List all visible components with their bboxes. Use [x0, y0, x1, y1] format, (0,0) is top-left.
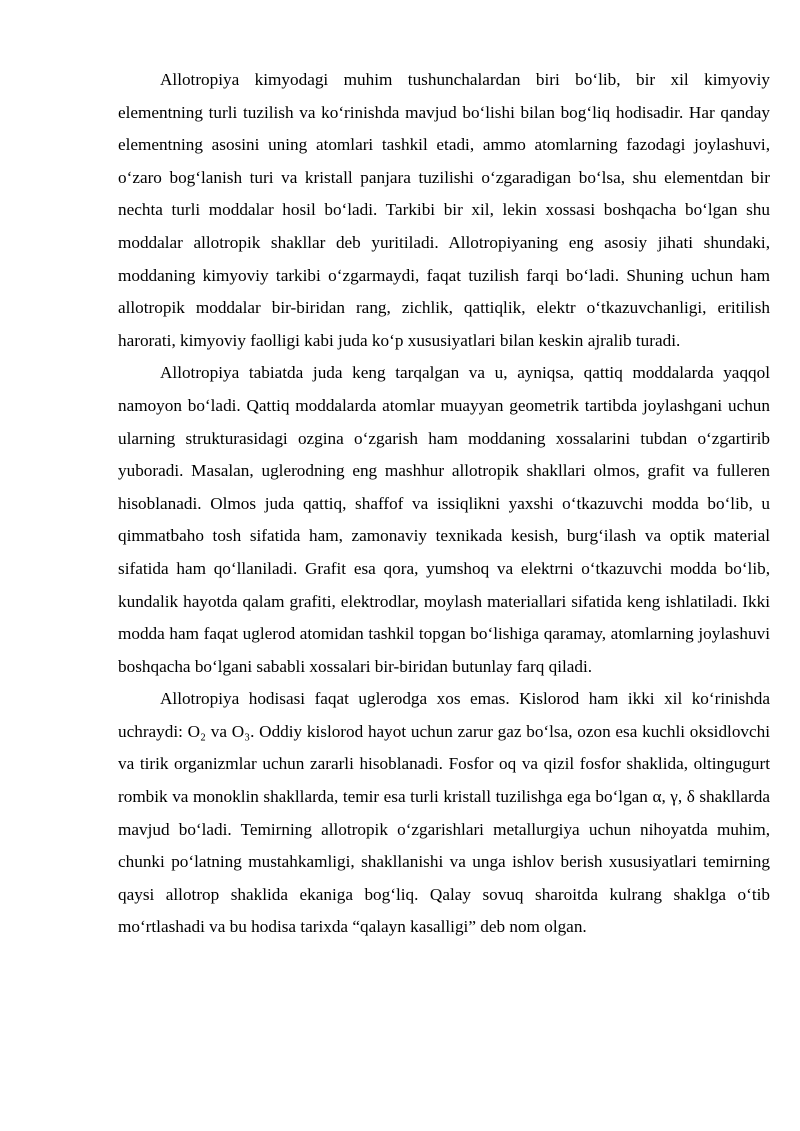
- paragraph-allotropy-definition: Allotropiya kimyodagi muhim tushunchalardan biri boʻlib, bir xil kimyoviy elementning turli tuzilish va koʻrinishda mavjud boʻlishi bilan bogʻliq hodisadir. Har qanday elementning asosini uning atomlari tashkil etadi, ammo atomlarning fazodagi joylashuvi, oʻzaro bogʻlanish turi va kristall panjara tuzilishi oʻzgaradigan boʻlsa, shu elementdan bir nechta turli moddalar hosil boʻladi. Tarkibi bir xil, lekin xossasi boshqacha boʻlgan shu moddalar allotropik shakllar deb yuritiladi. Allotropiyaning eng asosiy jihati shundaki, moddaning kimyoviy tarkibi oʻzgarmaydi, faqat tuzilish farqi boʻladi. Shuning uchun ham allotropik moddalar bir-biridan rang, zichlik, qattiqlik, elektr oʻtkazuvchanligi, eritilish harorati, kimyoviy faolligi kabi juda koʻp xususiyatlari bilan keskin ajralib turadi.: [118, 70, 770, 350]
- paragraph-other-elements: Allotropiya hodisasi faqat uglerodga xos emas. Kislorod ham ikki xil koʻrinishda uchraydi: O₂ va O₃. Oddiy kislorod hayot uchun zarur gaz boʻlsa, ozon esa kuchli oksidlovchi va tirik organizmlar uchun zararli hisoblanadi. Fosfor oq va qizil fosfor shaklida, oltingugurt rombik va monoklin shakllarda, temir esa turli kristall tuzilishga ega boʻlgan α, γ, δ shakllarda mavjud boʻladi. Temirning allotropik oʻzgarishlari metallurgiya uchun nihoyatda muhim, chunki poʻlatning mustahkamligi, shakllanishi va unga ishlov berish xususiyatlari temirning qaysi allotrop shaklida ekaniga bogʻliq. Qalay sovuq sharoitda kulrang shaklga oʻtib moʻrtlashadi va bu hodisa tarixda “qalayn kasalligi” deb nom olgan.: [118, 689, 770, 937]
- document-page: [118, 64, 770, 944]
- paragraph-carbon-allotropes: Allotropiya tabiatda juda keng tarqalgan va u, ayniqsa, qattiq moddalarda yaqqol namoyon boʻladi. Qattiq moddalarda atomlar muayyan geometrik tartibda joylashgani uchun ularning strukturasidagi ozgina oʻzgarish ham moddaning xossalarini tubdan oʻzgartirib yuboradi. Masalan, uglerodning eng mashhur allotropik shakllari olmos, grafit va fulleren hisoblanadi. Olmos juda qattiq, shaffof va issiqlikni yaxshi oʻtkazuvchi modda boʻlib, u qimmatbaho tosh sifatida ham, zamonaviy texnikada kesish, burgʻilash va optik material sifatida ham qoʻllaniladi. Grafit esa qora, yumshoq va elektrni oʻtkazuvchi modda boʻlib, kundalik hayotda qalam grafiti, elektrodlar, moylash materiallari sifatida keng ishlatiladi. Ikki modda ham faqat uglerod atomidan tashkil topgan boʻlishiga qaramay, atomlarning joylashuvi boshqacha boʻlgani sababli xossalari bir-biridan butunlay farq qiladi.: [118, 363, 770, 676]
